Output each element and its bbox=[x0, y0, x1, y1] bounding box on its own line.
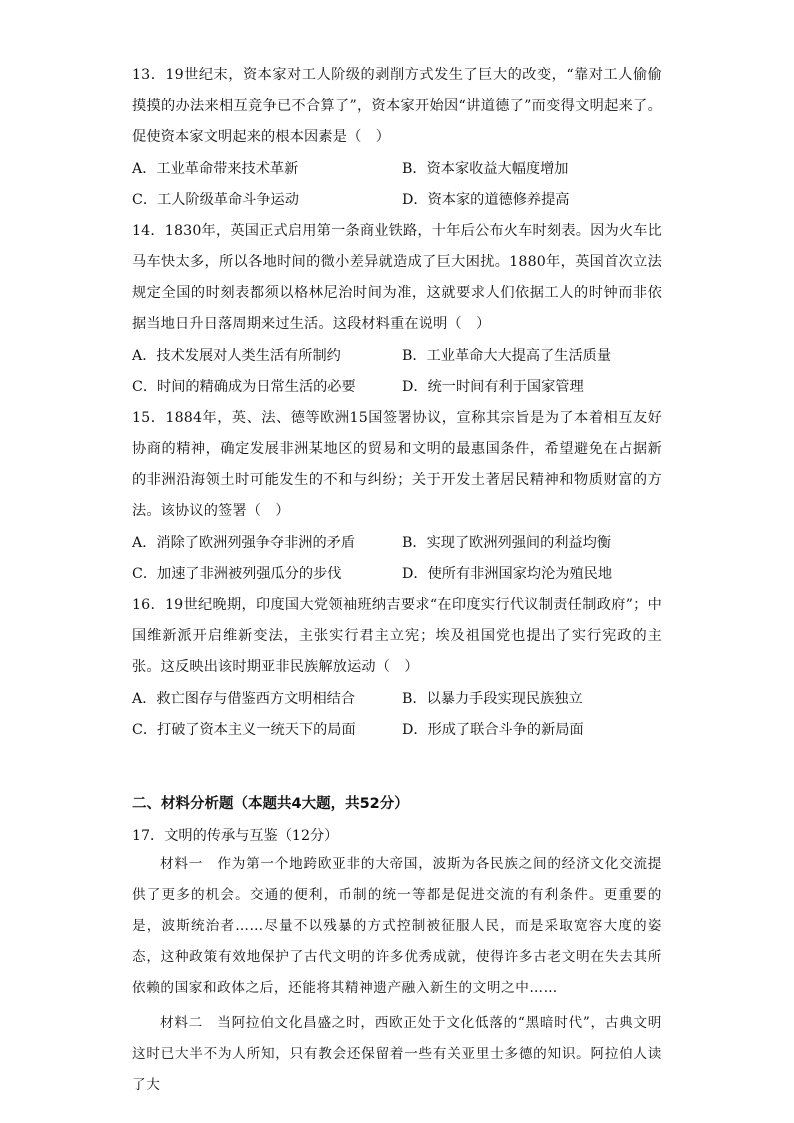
question-16 bbox=[132, 590, 662, 683]
option-a[interactable]: A．消除了欧洲列强争夺非洲的矛盾 bbox=[132, 535, 356, 551]
option-c[interactable]: C．工人阶级革命斗争运动 bbox=[132, 192, 299, 208]
question-15-text: 15．1884年，英、法、德等欧洲15国签署协议，宣称其宗旨是为了本着相互友好协商的精神，确定发展非洲某地区的贸易和文明的最惠国条件，希望避免在占据新的非洲沿海领土时可能发生的不和与纠纷；关于开发土著居民精神和物质财富的方法。该协议的签署（ ） bbox=[132, 410, 662, 519]
material-one bbox=[132, 849, 662, 1004]
question-15-options bbox=[132, 528, 672, 590]
question-15 bbox=[132, 403, 662, 527]
question-13 bbox=[132, 60, 662, 153]
option-d[interactable]: D．统一时间有利于国家管理 bbox=[402, 379, 584, 395]
option-c[interactable]: C．加速了非洲被列强瓜分的步伐 bbox=[132, 566, 342, 582]
option-d[interactable]: D．资本家的道德修养提高 bbox=[402, 192, 570, 208]
question-16-options bbox=[132, 684, 672, 746]
question-13-text: 13．19世纪末，资本家对工人阶级的剥削方式发生了巨大的改变，“靠对工人偷偷摸摸的办法来相互竞争已不合算了”，资本家开始因“讲道德了”而变得文明起来了。促使资本家文明起来的根本因素是（ ） bbox=[132, 67, 662, 145]
option-c[interactable]: C．时间的精确成为日常生活的必要 bbox=[132, 379, 356, 395]
option-d[interactable]: D．使所有非洲国家均沦为殖民地 bbox=[402, 566, 613, 582]
option-a[interactable]: A．救亡图存与借鉴西方文明相结合 bbox=[132, 691, 356, 707]
section-title: 二、材料分析题（本题共4大题，共52分） bbox=[132, 796, 409, 812]
option-b[interactable]: B．以暴力手段实现民族独立 bbox=[402, 691, 583, 707]
option-d[interactable]: D．形成了联合斗争的新局面 bbox=[402, 722, 584, 738]
option-b[interactable]: B．实现了欧洲列强间的利益均衡 bbox=[402, 535, 612, 551]
option-a[interactable]: A．工业革命带来技术革新 bbox=[132, 161, 299, 177]
question-17-title: 17．文明的传承与互鉴（12分） bbox=[132, 828, 339, 844]
option-a[interactable]: A．技术发展对人类生活有所制约 bbox=[132, 348, 341, 364]
option-b[interactable]: B．资本家收益大幅度增加 bbox=[402, 161, 569, 177]
question-14-options bbox=[132, 341, 672, 403]
option-c[interactable]: C．打破了资本主义一统天下的局面 bbox=[132, 722, 356, 738]
question-16-text: 16．19世纪晚期，印度国大党领袖班纳吉要求“在印度实行代议制责任制政府”；中国维新派开启维新变法，主张实行君主立宪；埃及祖国党也提出了实行宪政的主张。这反映出该时期亚非民族解放运动（ ） bbox=[132, 597, 662, 675]
option-b[interactable]: B．工业革命大大提高了生活质量 bbox=[402, 348, 612, 364]
question-14-text: 14．1830年，英国正式启用第一条商业铁路，十年后公布火车时刻表。因为火车比马车快太多，所以各地时间的微小差异就造成了巨大困扰。1880年，英国首次立法规定全国的时刻表都须以格林尼治时间为准，这就要求人们依据工人的时钟而非依据当地日升日落周期来过生活。这段材料重在说明（ ） bbox=[132, 223, 662, 332]
material-one-text: 材料一 作为第一个地跨欧亚非的大帝国，波斯为各民族之间的经济文化交流提供了更多的机会。交通的便利，币制的统一等都是促进交流的有利条件。更重要的是，波斯统治者……尽量不以残暴的方式控制被征服人民，而是采取宽容大度的姿态，这种政策有效地保护了古代文明的许多优秀成就，使得许多古老文明在失去其所依赖的国家和政体之后，还能将其精神遗产融入新生的文明之中…… bbox=[132, 856, 662, 996]
material-two-text: 材料二 当阿拉伯文化昌盛之时，西欧正处于文化低落的“黑暗时代”，古典文明这时已大半不为人所知，只有教会还保留着一些有关亚里士多德的知识。阿拉伯人读了大 bbox=[132, 1015, 662, 1093]
material-two bbox=[132, 1008, 662, 1101]
question-14 bbox=[132, 216, 662, 340]
question-13-options bbox=[132, 154, 672, 216]
